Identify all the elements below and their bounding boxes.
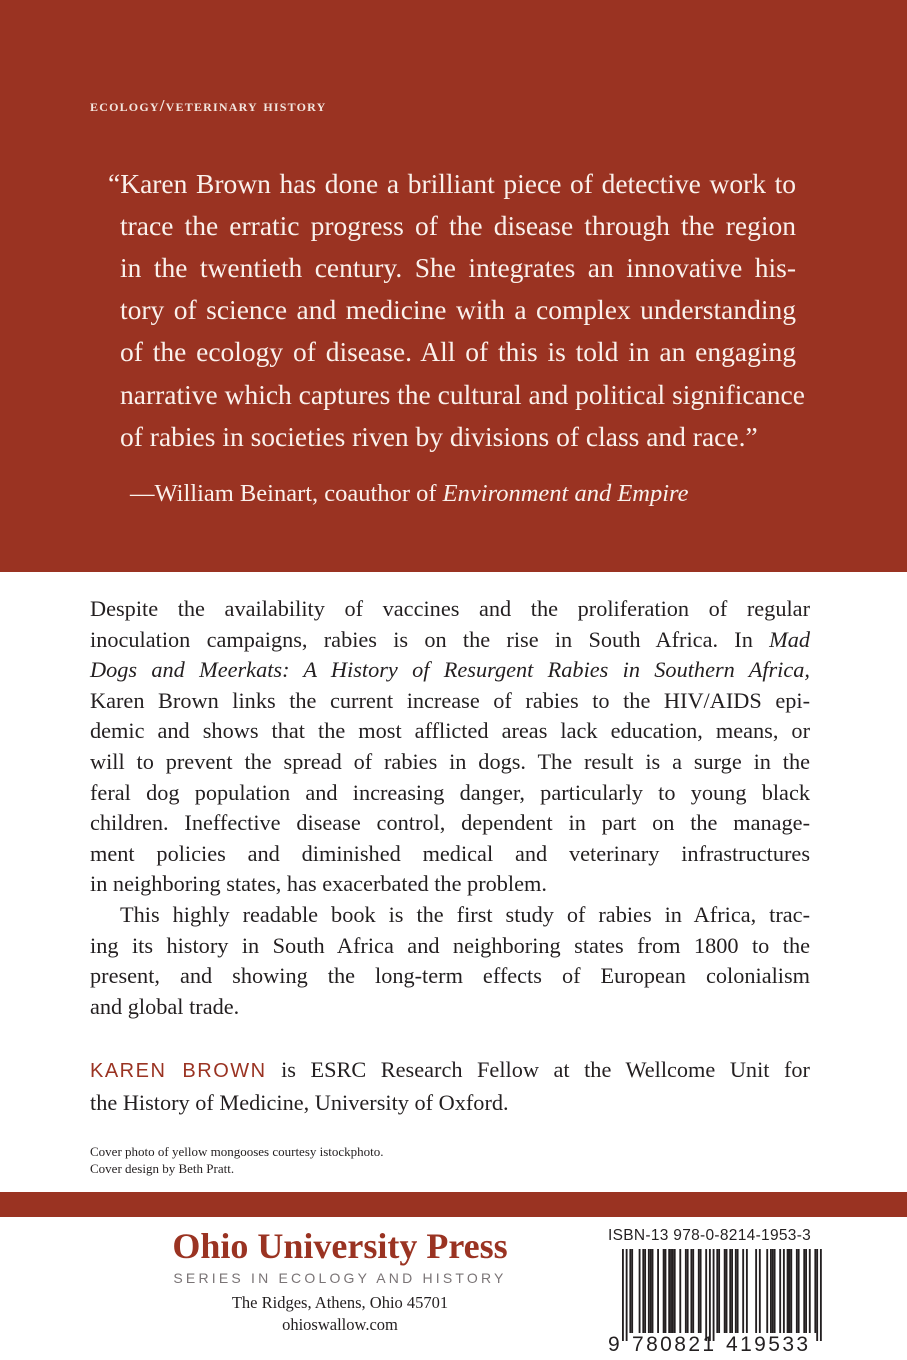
publisher-block xyxy=(125,1224,555,1336)
description-line: will to prevent the spread of rabies in dogs. The result is a surge in the xyxy=(90,748,810,774)
barcode-bar xyxy=(796,1249,798,1333)
quote-line: of rabies in societies riven by divisions of class and race.” xyxy=(120,421,758,452)
barcode-bar xyxy=(779,1249,781,1333)
barcode-bar xyxy=(789,1249,791,1333)
description-line: This highly readable book is the first study of rabies in Africa, trac- xyxy=(120,901,810,927)
barcode-bar xyxy=(798,1249,800,1333)
quote-line: narrative which captures the cultural and political significance xyxy=(120,379,805,410)
barcode-bar xyxy=(820,1249,822,1341)
barcode-bar xyxy=(718,1249,720,1333)
description-line: inoculation campaigns, rabies is on the rise in South Africa. In Mad xyxy=(90,626,811,652)
barcode-bar xyxy=(629,1249,631,1333)
barcode-digits-right: 419533 xyxy=(726,1333,811,1356)
barcode-icon xyxy=(622,1249,826,1341)
barcode-bar xyxy=(690,1249,692,1333)
barcode-digit-first: 9 xyxy=(608,1333,620,1356)
barcode-bar xyxy=(648,1249,650,1333)
description-line: in neighboring states, has exacerbated the problem. xyxy=(90,871,547,897)
barcode-bar xyxy=(742,1249,744,1333)
photo-credit: Cover photo of yellow mongooses courtesy istockphoto. xyxy=(90,1144,384,1159)
isbn-label: ISBN-13 978-0-8214-1953-3 xyxy=(608,1227,812,1244)
author-bio-line: the History of Medicine, University of Oxford. xyxy=(90,1090,509,1115)
barcode-bar xyxy=(772,1249,774,1333)
barcode-bar xyxy=(766,1249,768,1333)
barcode-bar xyxy=(770,1249,772,1333)
description-line: feral dog population and increasing danger, particularly to young black xyxy=(90,779,810,805)
author-bio-line: KAREN BROWN is ESRC Research Fellow at the Wellcome Unit for xyxy=(90,1057,810,1082)
barcode-bar xyxy=(668,1249,670,1333)
barcode-bar xyxy=(705,1249,707,1341)
barcode-bar xyxy=(809,1249,811,1333)
barcode-bar xyxy=(774,1249,776,1333)
description-line: present, and showing the long-term effects of European colonialism xyxy=(90,963,810,989)
book-title-italic: Mad xyxy=(769,626,811,652)
barcode-bar xyxy=(729,1249,731,1333)
design-credit: Cover design by Beth Pratt. xyxy=(90,1161,235,1176)
quote-line: tory of science and medicine with a complex understanding xyxy=(120,294,796,325)
barcode-bar xyxy=(650,1249,652,1333)
barcode-bar xyxy=(709,1249,711,1341)
barcode-bar xyxy=(737,1249,739,1333)
barcode-bar xyxy=(713,1249,715,1341)
description-line: and global trade. xyxy=(90,993,240,1019)
barcode-bar xyxy=(805,1249,807,1333)
bottom-color-band xyxy=(0,1192,907,1217)
barcode-bar xyxy=(631,1249,633,1333)
description-line: Dogs and Meerkats: A History of Resurgent Rabies in Southern Africa, xyxy=(90,657,810,683)
barcode-bar xyxy=(755,1249,757,1333)
barcode-bar xyxy=(731,1249,733,1333)
barcode-digits-left: 780821 xyxy=(632,1333,717,1356)
barcode-bar xyxy=(816,1249,818,1341)
attribution-book-title: Environment and Empire xyxy=(442,480,689,507)
publisher-website: ohioswallow.com xyxy=(282,1315,398,1334)
barcode-bar xyxy=(663,1249,665,1333)
author-name: KAREN BROWN xyxy=(90,1060,267,1082)
publisher-address: The Ridges, Athens, Ohio 45701 xyxy=(231,1293,449,1312)
isbn-barcode xyxy=(608,1227,828,1357)
barcode-bar xyxy=(665,1249,667,1333)
barcode-bar xyxy=(652,1249,654,1333)
barcode-bar xyxy=(672,1249,674,1333)
barcode-bar xyxy=(698,1249,700,1333)
publisher-name: Ohio University Press xyxy=(172,1226,508,1266)
category-label: ecology/veterinary history xyxy=(90,96,327,115)
barcode-bar xyxy=(657,1249,659,1333)
series-name: SERIES IN ECOLOGY AND HISTORY xyxy=(173,1270,507,1286)
quote-line: in the twentieth century. She integrates an innovative his- xyxy=(120,252,796,283)
barcode-bar xyxy=(790,1249,792,1333)
barcode-bar xyxy=(783,1249,785,1333)
barcode-bar xyxy=(626,1249,628,1341)
description-line: demic and shows that the most afflicted areas lack education, means, or xyxy=(90,718,810,744)
quote-line: trace the erratic progress of the disease through the region xyxy=(120,210,796,241)
attribution-author: —William Beinart, coauthor of xyxy=(130,480,443,507)
barcode-bar xyxy=(670,1249,672,1333)
barcode-bar xyxy=(622,1249,624,1341)
barcode-bar xyxy=(679,1249,681,1333)
barcode-bar xyxy=(726,1249,728,1333)
barcode-bar xyxy=(685,1249,687,1333)
barcode-bar xyxy=(642,1249,644,1333)
quote-attribution xyxy=(130,480,800,508)
barcode-bar xyxy=(735,1249,737,1333)
description-line: ing its history in South Africa and neighboring states from 1800 to the xyxy=(90,932,810,958)
barcode-bar xyxy=(787,1249,789,1333)
quote-line: of the ecology of disease. All of this is told in an engaging xyxy=(120,336,796,367)
barcode-bar xyxy=(692,1249,694,1333)
barcode-bar xyxy=(639,1249,641,1333)
barcode-bar xyxy=(700,1249,702,1333)
description-line: Despite the availability of vaccines and the proliferation of regular xyxy=(90,596,810,621)
barcode-bar xyxy=(759,1249,761,1333)
barcode-bar xyxy=(746,1249,748,1333)
barcode-bar xyxy=(716,1249,718,1333)
barcode-bar xyxy=(814,1249,816,1333)
description-line: ment policies and diminished medical and veterinary infrastructures xyxy=(90,840,810,866)
barcode-bar xyxy=(803,1249,805,1333)
barcode-bar xyxy=(674,1249,676,1333)
cover-credits xyxy=(90,1143,384,1177)
barcode-bar xyxy=(644,1249,646,1333)
book-description xyxy=(90,594,810,1022)
quote-line: “Karen Brown has done a brilliant piece of detective work to xyxy=(108,168,796,199)
barcode-bar xyxy=(687,1249,689,1333)
description-line: Karen Brown links the current increase of rabies to the HIV/AIDS epi- xyxy=(90,687,810,713)
barcode-bar xyxy=(724,1249,726,1333)
author-bio xyxy=(90,1054,810,1119)
description-line: children. Ineffective disease control, dependent in part on the manage- xyxy=(90,810,810,836)
